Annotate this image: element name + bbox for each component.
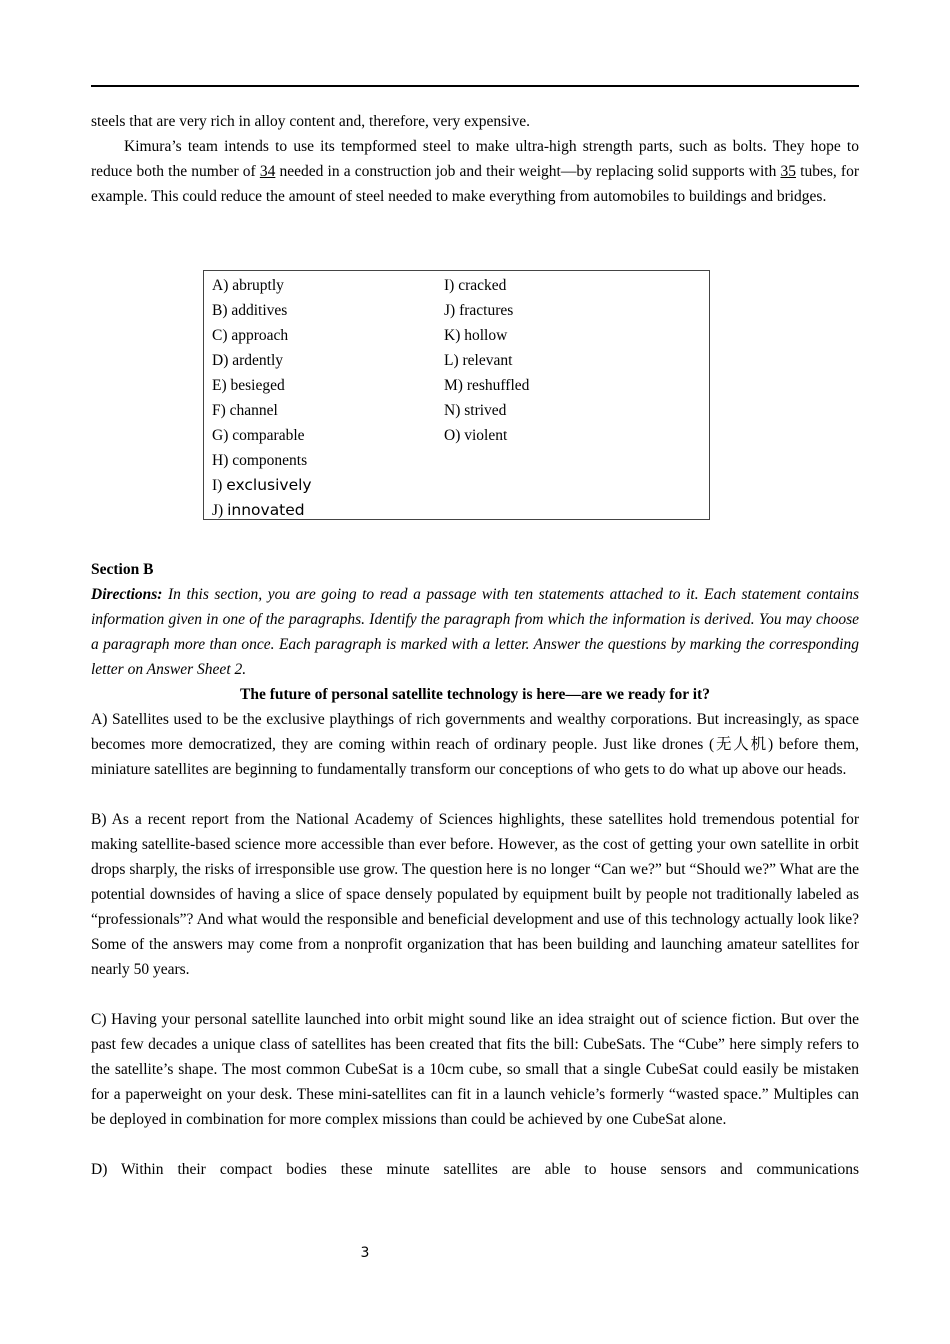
word-option: N) strived: [444, 402, 507, 419]
paragraph-b: B) As a recent report from the National Academy of Sciences highlights, these satellites hold tremendous potential for making satellite-based science more accessible than ever before. However, as the cost of getting your own satellite in orbit drops sharply, the risks of irresponsible use grow. The question here is no longer “Can we?” but “Should we?” What are the potential downsides of having a slice of space densely populated by equipment built by people not traditionally labeled as “professionals”? And what would the responsible and beneficial development and use of this technology actually look like? Some of the answers may come from a nonprofit organization that has been building and launching amateur satellites for nearly 50 years.: [91, 811, 859, 978]
word-option: J) innovated: [212, 501, 305, 519]
word-option: G) comparable: [212, 427, 305, 444]
word-option: E) besieged: [212, 377, 285, 394]
passage-text: tubes, for example. This could reduce the amount of steel needed to make everything from automobiles to buildings and bridges.: [91, 163, 859, 205]
passage-text: Kimura’s team intends to use its tempformed steel to make ultra-high strength parts, such as bolts. They hope to reduce both the number of: [91, 138, 859, 180]
word-option: H) components: [212, 452, 308, 469]
passage-paragraph: [91, 134, 859, 209]
passage-text: needed in a construction job and their weight—by replacing solid supports with: [275, 163, 781, 180]
top-passage: [91, 109, 859, 209]
word-option: C) approach: [212, 327, 289, 344]
section-b: [91, 557, 859, 1182]
blank-35: 35: [780, 163, 797, 180]
passage-title: The future of personal satellite technology is here—are we ready for it?: [240, 686, 710, 703]
word-option: L) relevant: [444, 352, 513, 369]
page-number: 3: [360, 1245, 370, 1261]
word-option: I) cracked: [444, 277, 507, 294]
section-heading: Section B: [91, 561, 154, 578]
paragraph-c: C) Having your personal satellite launched into orbit might sound like an idea straight out of science fiction. But over the past few decades a unique class of satellites has been created that fits the bill: CubeSats. The “Cube” here simply refers to the satellite’s shape. The most common CubeSat is a 10cm cube, so small that a single CubeSat could easily be mistaken for a paperweight on your desk. These mini-satellites can fit in a launch vehicle’s formerly “wasted space.” Multiples can be deployed in combination for more complex missions than could be achieved by one CubeSat alone.: [91, 1011, 859, 1128]
word-option: M) reshuffled: [444, 377, 530, 394]
word-option: A) abruptly: [212, 277, 284, 294]
word-option: F) channel: [212, 402, 278, 419]
word-option: J) fractures: [444, 302, 514, 319]
blank-34: 34: [259, 163, 276, 180]
paragraph-d: D) Within their compact bodies these minute satellites are able to house sensors and communications: [91, 1161, 859, 1178]
word-option: B) additives: [212, 302, 288, 319]
word-bank-right-column: [444, 273, 529, 448]
paragraph-a: A) Satellites used to be the exclusive playthings of rich governments and wealthy corporations. But increasingly, as space becomes more democratized, they are coming within reach of ordinary people. Just like drones (无人机) before them, miniature satellites are beginning to fundamentally transform our conceptions of who gets to do what up above our heads.: [91, 711, 859, 778]
word-bank-left-column: [212, 273, 312, 523]
word-option: I) exclusively: [212, 476, 312, 494]
directions-text: In this section, you are going to read a passage with ten statements attached to it. Each statement contains information given in one of the paragraphs. Identify the paragraph from which the information is derived. You may choose a paragraph more than once. Each paragraph is marked with a letter. Answer the questions by marking the corresponding letter on Answer Sheet 2.: [91, 586, 859, 678]
word-option: D) ardently: [212, 352, 284, 369]
directions: [91, 582, 859, 682]
passage-line: steels that are very rich in alloy content and, therefore, very expensive.: [91, 113, 530, 130]
header-rule: [91, 85, 859, 87]
word-option: O) violent: [444, 427, 508, 444]
word-option: K) hollow: [444, 327, 508, 344]
directions-label: Directions:: [91, 586, 163, 603]
word-bank-box: [203, 270, 710, 520]
